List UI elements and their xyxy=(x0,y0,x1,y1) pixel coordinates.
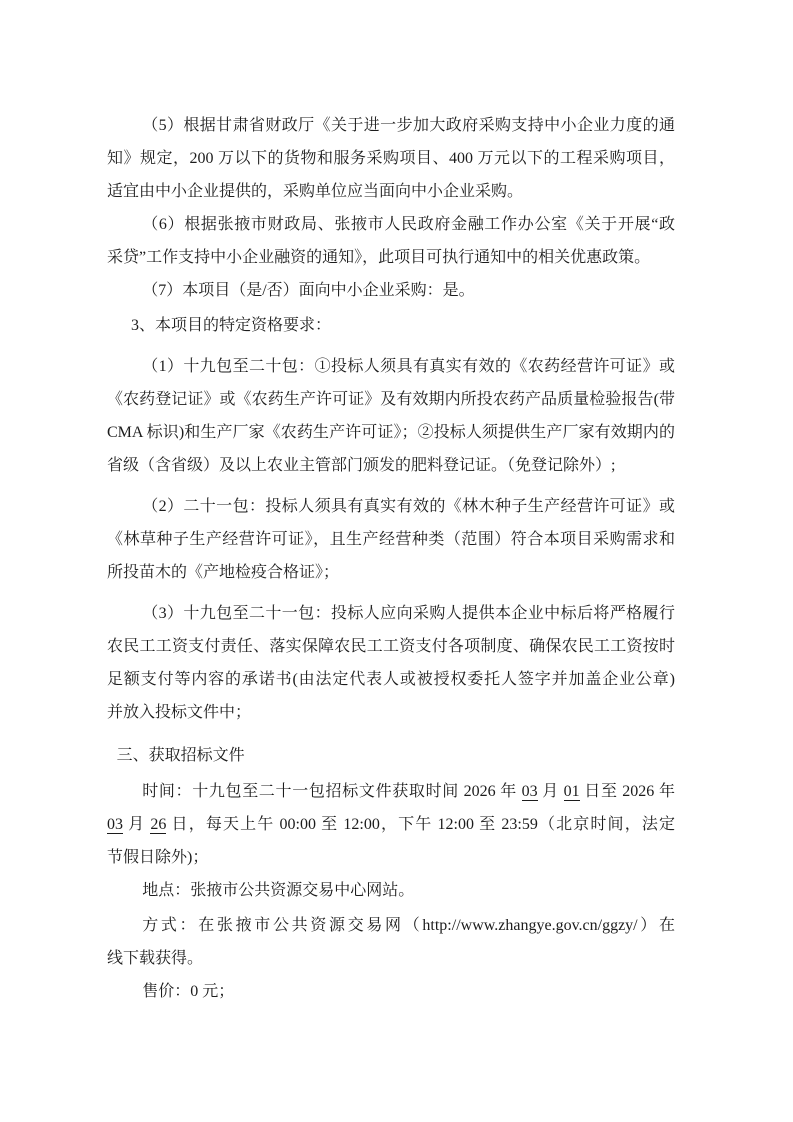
time-text: 月 xyxy=(537,783,564,800)
paragraph-method xyxy=(107,909,675,975)
underlined-day: 01 xyxy=(563,783,580,800)
underlined-month: 03 xyxy=(107,816,123,833)
heading-text: 三、获取招标文件 xyxy=(116,747,245,764)
text-line: （6）根据张掖市财政局、张掖市人民政府金融工作办公室《关于开展“政 xyxy=(142,216,675,233)
text-line: 所投苗木的《产地检疫合格证》； xyxy=(107,564,340,581)
paragraph-6 xyxy=(107,208,675,274)
text-line: （3）十九包至二十一包：投标人应向采购人提供本企业中标后将严格履行 xyxy=(142,605,675,622)
heading-text: 3、本项目的特定资格要求： xyxy=(131,317,332,334)
paragraph-time xyxy=(107,775,675,874)
text-line: 并放入投标文件中； xyxy=(107,704,252,721)
paragraph-req-3 xyxy=(107,597,675,729)
underlined-day: 26 xyxy=(150,816,167,833)
text-line: 地点：张掖市公共资源交易中心网站。 xyxy=(142,882,415,899)
heading-qualification-requirements xyxy=(107,309,675,342)
text-line: 省级（含省级）及以上农业主管部门颁发的肥料登记证。（免登记除外）; xyxy=(107,457,616,474)
text-line: 《农药登记证》或《农药生产许可证》及有效期内所投农药产品质量检验报告(带 xyxy=(107,391,675,408)
text-line: （5）根据甘肃省财政厅《关于进一步加大政府采购支持中小企业力度的通 xyxy=(142,117,675,134)
text-line: CMA 标识)和生产厂家《农药生产许可证》；②投标人须提供生产厂家有效期内的 xyxy=(107,424,675,441)
underlined-month: 03 xyxy=(521,783,538,800)
text-line: 《林草种子生产经营许可证》，且生产经营种类（范围）符合本项目采购需求和 xyxy=(107,531,675,548)
heading-obtain-bid-documents xyxy=(107,739,675,772)
paragraph-req-1 xyxy=(107,350,675,482)
text-line: 方式：在张掖市公共资源交易网（http://www.zhangye.gov.cn/ggzy/）在 xyxy=(142,917,675,934)
text-line: 知》规定，200 万以下的货物和服务采购项目、400 万元以下的工程采购项目， xyxy=(107,150,675,167)
text-line: 线下载获得。 xyxy=(107,950,204,967)
text-line: （7）本项目（是/否）面向中小企业采购：是。 xyxy=(142,282,475,299)
text-line: （2）二十一包：投标人须具有真实有效的《林木种子生产经营许可证》或 xyxy=(142,498,675,515)
text-line: 足额支付等内容的承诺书(由法定代表人或被授权委托人签字并加盖企业公章) xyxy=(107,671,675,688)
text-line: 售价：0 元； xyxy=(142,983,235,1000)
paragraph-req-2 xyxy=(107,490,675,589)
time-text: 日，每天上午 00:00 至 12:00，下午 12:00 至 23:59（北京时间，法定 xyxy=(166,816,675,833)
text-line: 适宜由中小企业提供的，采购单位应当面向中小企业采购。 xyxy=(107,183,524,200)
time-text: 月 xyxy=(123,816,151,833)
text-line: 节假日除外)； xyxy=(107,849,209,866)
text-line: 农民工工资支付责任、落实保障农民工工资支付各项制度、确保农民工工资按时 xyxy=(107,638,675,655)
text-line xyxy=(107,775,675,808)
time-text: 时间：十九包至二十一包招标文件获取时间 2026 年 xyxy=(142,783,522,800)
paragraph-5 xyxy=(107,109,675,208)
paragraph-7 xyxy=(107,274,675,307)
text-line xyxy=(107,808,675,841)
paragraph-price xyxy=(107,975,675,1008)
time-text: 日至 2026 年 xyxy=(579,783,675,800)
paragraph-place xyxy=(107,874,675,907)
text-line: （1）十九包至二十包：①投标人须具有真实有效的《农药经营许可证》或 xyxy=(142,358,675,375)
text-line: 采贷”工作支持中小企业融资的通知》，此项目可执行通知中的相关优惠政策。 xyxy=(107,249,651,266)
